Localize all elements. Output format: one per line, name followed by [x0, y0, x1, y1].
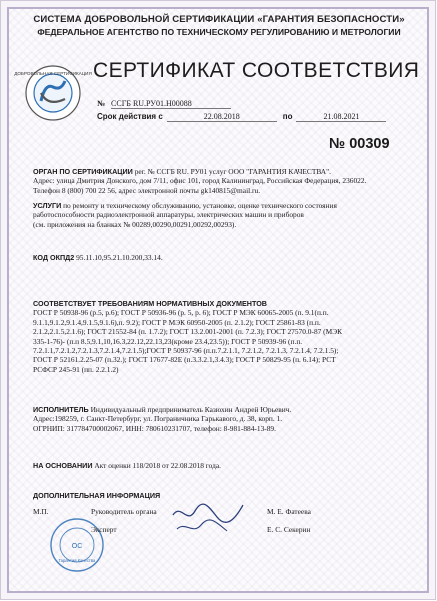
signature-mark-icon: [169, 497, 249, 537]
header-system: СИСТЕМА ДОБРОВОЛЬНОЙ СЕРТИФИКАЦИИ «ГАРАНТИЯ БЕЗОПАСНОСТИ»: [33, 14, 405, 25]
standards-line: РСФСР 245-91 (пп. 2.2.1.2): [33, 364, 119, 374]
standards-line: 7.2.1.1,7.2.1.2,7.2.1.3,7.2.1.4,7.2.1.5);ГОСТ Р 50937-96 (п.п.7.2.1.1, 7.2.1.2, 7.2.1.3, 7.2.1.4, 7.2.1.5);: [33, 346, 339, 356]
services-line1: по ремонту и техническому обслуживанию, установке, оценке технического состояния: [61, 201, 337, 210]
standards-line: 335-1-76)- (п.п 8.5,9.1,10,16.3,22.12,22.13,23(кроме 23.4,23.5)); ГОСТ Р 50939-96 (п.п.: [33, 336, 303, 346]
stamp-center-text: ОС: [71, 543, 83, 550]
head-signature-label: Руководитель органа: [91, 507, 157, 516]
registration-prefix: №: [97, 99, 106, 108]
validity-label: Срок действия с: [97, 112, 163, 121]
certificate-title: СЕРТИФИКАТ СООТВЕТСТВИЯ: [93, 59, 420, 82]
registration-row: [97, 99, 231, 109]
executor-label: ИСПОЛНИТЕЛЬ: [33, 405, 89, 414]
services-label: УСЛУГИ: [33, 201, 62, 210]
certification-body-line2: Адрес: улица Дмитрия Донского, дом 7/11, офис 101, город Калининград, Российская Федерация, 236022.: [33, 176, 367, 186]
basis-value: Акт оценки 118/2018 от 22.08.2018 года.: [92, 461, 222, 470]
standards-line: 2.1.2,2.1.5,2.1.6); ГОСТ 21552-84 (п. 1.7.2); ГОСТ 13.2.001-2001 (п. 7.2.3); ГОСТ 27570.0-87 (МЭК: [33, 327, 343, 337]
services-block: [33, 201, 405, 229]
expert-name: Е. С. Секерин: [267, 525, 311, 534]
executor-line1: Индивидуальный предприниматель Казюхин Андрей Юрьевич.: [88, 405, 292, 414]
standards-line: 9.1.1,9.1.2,9.1.4,9.1.5,9.1.6),п. 9.2); ГОСТ Р МЭК 60950-2005 (п. 2.1.2); ГОСТ 25861-83 (п.п.: [33, 317, 321, 327]
stamp-ring-text: Гарантия Качества: [58, 558, 96, 563]
validity-from: 22.08.2018: [167, 112, 277, 122]
mp-label: М.П.: [33, 507, 49, 516]
standards-block: [33, 299, 405, 374]
certificate-number: № 00309: [329, 136, 390, 152]
validity-to-label: по: [282, 112, 293, 121]
standards-line: ГОСТ Р 50938-96 (р.5, р.6); ГОСТ Р 50936-96 (р. 5, р. 6); ГОСТ Р МЭК 60065-2005 (п. 9.1(п.п.: [33, 308, 329, 318]
okpd-value: 95.11.10,95.21.10.200,33.14.: [74, 253, 163, 262]
registration-number: ССГБ RU.РУ01.Н00088: [111, 99, 231, 109]
logo-caption: ДОБРОВОЛЬНАЯ СЕРТИФИКАЦИЯ: [14, 71, 92, 76]
certification-body-block: [33, 167, 405, 195]
certification-body-line3: Телефон 8 (800) 700 22 56, адрес электронной почты gk140815@mail.ru.: [33, 185, 261, 195]
okpd-block: [33, 253, 405, 262]
executor-line2: Адрес:198259, г. Санкт-Петербург, ул. Пограничника Гарькавого, д. 38, корп. 1.: [33, 414, 283, 424]
certification-body-line1: рег. № ССГБ RU. РУ01 услуг ООО "ГАРАНТИЯ КАЧЕСТВА".: [132, 167, 331, 176]
header-agency: ФЕДЕРАЛЬНОЕ АГЕНТСТВО ПО ТЕХНИЧЕСКОМУ РЕГУЛИРОВАНИЮ И МЕТРОЛОГИИ: [37, 27, 401, 37]
validity-to: 21.08.2021: [296, 112, 386, 122]
executor-line3: ОГРНИП: 317784700002067, ИНН: 780610231707, телефон: 8-981-884-13-89.: [33, 423, 276, 433]
additional-info-label: ДОПОЛНИТЕЛЬНАЯ ИНФОРМАЦИЯ: [33, 491, 161, 500]
services-line2: работоспособности радиоэлектронной аппаратуры, электрических машин и приборов: [33, 210, 304, 220]
expert-signature-label: Эксперт: [91, 525, 117, 534]
executor-block: [33, 405, 405, 433]
okpd-label: КОД ОКПД2: [33, 253, 75, 262]
basis-block: [33, 461, 405, 470]
certification-body-label: ОРГАН ПО СЕРТИФИКАЦИИ: [33, 167, 133, 176]
services-line3: (см. приложения на бланках № 00289,00290,00291,00292,00293).: [33, 219, 237, 229]
standards-label: СООТВЕТСТВУЕТ ТРЕБОВАНИЯМ НОРМАТИВНЫХ ДОКУМЕНТОВ: [33, 299, 267, 308]
certification-system-logo-icon: [14, 63, 92, 123]
standards-line: ГОСТ Р 52161.2.25-07 (п.32.); ГОСТ 17677-82Е (п.3.3.2.1,3.4.3); ГОСТ Р 50829-95 (п. 6.14); РСТ: [33, 355, 336, 365]
basis-label: НА ОСНОВАНИИ: [33, 461, 93, 470]
head-name: М. Е. Фатеева: [267, 507, 311, 516]
validity-row: [97, 112, 386, 122]
